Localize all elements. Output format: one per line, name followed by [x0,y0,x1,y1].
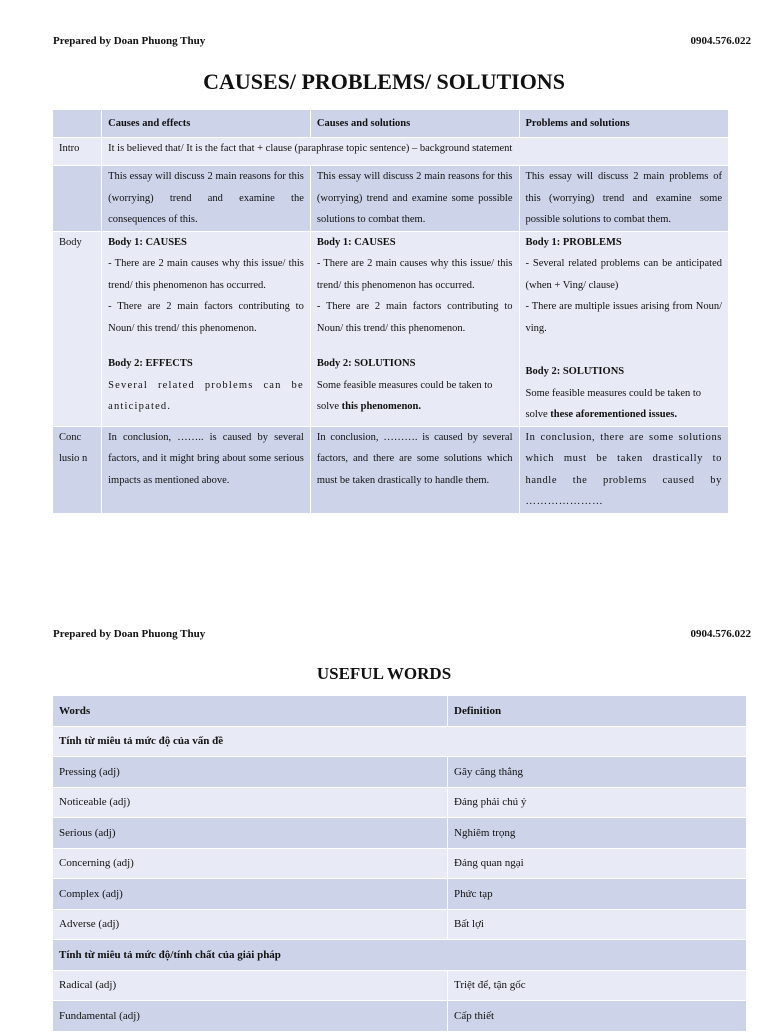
thesis-label [53,166,102,232]
thesis-problems-solutions: This essay will discuss 2 main problems of this (worrying) trend and examine some possible solutions to combat them. [519,166,729,232]
body1-title: Body 1: CAUSES [108,236,187,248]
author-label: Prepared by Doan Phuong Thuy [53,628,206,640]
word-cell: Pressing (adj) [53,757,448,788]
header-words: Words [53,696,448,726]
group-row [53,726,746,757]
intro-label: Intro [53,138,102,166]
body-causes-effects [102,231,311,426]
body1-line2: - There are 2 main factors contributing to Noun/ this trend/ this phenomenon. [316,301,513,334]
table-row [53,909,746,940]
group-label: Tính từ miêu tả mức độ của vấn đề [53,726,746,757]
word-cell: Serious (adj) [53,818,448,849]
body1-title: Body 1: PROBLEMS [525,236,622,248]
word-cell: Complex (adj) [53,879,448,910]
table-row [53,757,746,788]
body2-title: Body 2: EFFECTS [108,358,193,369]
conclusion-causes-effects: In conclusion, …….. is caused by several factors, and it might bring about some serious impacts as mentioned above. [102,426,311,513]
header-causes-effects: Causes and effects [102,110,311,138]
author-label: Prepared by Doan Phuong Thuy [53,35,206,47]
thesis-causes-solutions: This essay will discuss 2 main reasons for this (worrying) trend and examine some possible solutions to combat them. [310,166,519,232]
body1-line2: - There are 2 main factors contributing to Noun/ this trend/ this phenomenon. [108,301,304,334]
thesis-causes-effects: This essay will discuss 2 main reasons for this (worrying) trend and examine the consequences of this. [102,166,311,232]
body2-title: Body 2: SOLUTIONS [316,358,416,369]
table-row [53,970,746,1001]
body-problems-solutions [519,231,729,426]
header-problems-solutions: Problems and solutions [519,110,729,138]
phone-label: 0904.576.022 [690,35,751,47]
conclusion-row [53,426,729,513]
table-row [53,787,746,818]
body1-line1: - There are 2 main causes why this issue/ this trend/ this phenomenon has occurred. [108,258,304,291]
body1-line2: - There are multiple issues arising from Noun/ ving. [525,301,722,334]
header-empty [53,110,102,138]
definition-cell: Phức tạp [448,879,747,910]
conclusion-causes-solutions: In conclusion, ………. is caused by several factors, and there are some solutions which must be taken drastically to handle them. [310,426,519,513]
body-causes-solutions [310,231,519,426]
word-cell: Adverse (adj) [53,909,448,940]
page1-title: CAUSES/ PROBLEMS/ SOLUTIONS [203,69,565,94]
body1-title: Body 1: CAUSES [316,236,396,248]
phone-label: 0904.576.022 [690,628,751,640]
body1-line1: - There are 2 main causes why this issue/ this trend/ this phenomenon has occurred. [316,258,513,291]
header-causes-solutions: Causes and solutions [310,110,519,138]
conclusion-problems-solutions: In conclusion, there are some solutions which must be taken drastically to handle the problems caused by ………………… [519,426,729,513]
table-row [53,879,746,910]
definition-cell: Nghiêm trọng [448,818,747,849]
useful-words-table [53,696,746,1032]
body2-text: Some feasible measures could be taken to solve these aforementioned issues. [525,387,702,420]
body-row [53,231,729,426]
word-cell: Concerning (adj) [53,848,448,879]
table-row [53,848,746,879]
body2-text: Several related problems can be anticipated. [108,379,304,412]
group-label: Tính từ miêu tả mức độ/tính chất của giải pháp [53,940,746,971]
group-row [53,940,746,971]
word-cell: Fundamental (adj) [53,1001,448,1032]
word-cell: Radical (adj) [53,970,448,1001]
page2-title: USEFUL WORDS [316,664,452,683]
definition-cell: Bất lợi [448,909,747,940]
page1-header [53,35,751,49]
definition-cell: Đáng phải chú ý [448,787,747,818]
header-definition: Definition [448,696,747,726]
word-cell: Noticeable (adj) [53,787,448,818]
intro-row [53,138,729,166]
essay-structure-table [53,110,729,513]
thesis-row [53,166,729,232]
body2-title: Body 2: SOLUTIONS [525,366,625,377]
definition-cell: Triệt để, tận gốc [448,970,747,1001]
body-label: Body [53,231,102,426]
body2-text: Some feasible measures could be taken to solve this phenomenon. [316,379,493,412]
body1-line1: - Several related problems can be anticipated (when + Ving/ clause) [525,258,722,291]
page2-header [53,628,751,642]
table-header-row [53,696,746,726]
intro-text: It is believed that/ It is the fact that + clause (paraphrase topic sentence) – background statement [102,138,729,166]
conclusion-label: Conc lusio n [53,426,102,513]
definition-cell: Cấp thiết [448,1001,747,1032]
table-row [53,1001,746,1032]
table-row [53,818,746,849]
table-header-row [53,110,729,138]
definition-cell: Gây căng thẳng [448,757,747,788]
definition-cell: Đáng quan ngại [448,848,747,879]
